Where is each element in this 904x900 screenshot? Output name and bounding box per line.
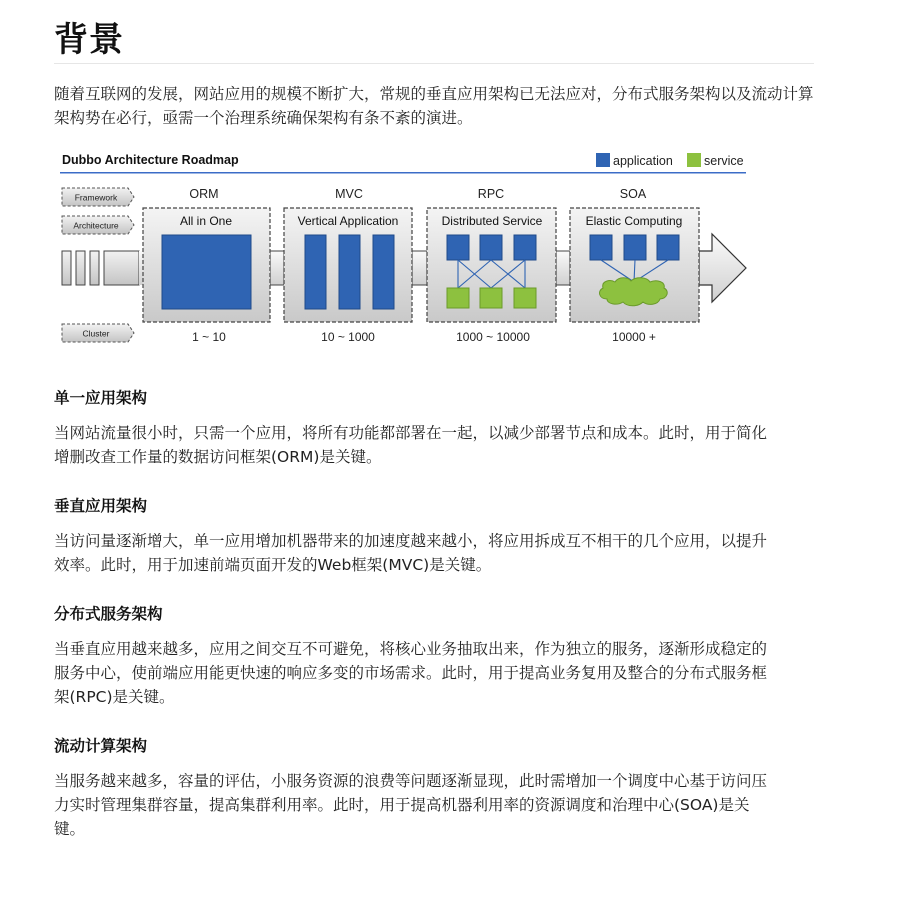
- page-title: 背景: [54, 20, 124, 60]
- body-line: 当访问量逐渐增大，单一应用增加机器带来的加速度越来越小，将应用拆成互不相干的几个应用，以提升: [54, 532, 768, 550]
- stage-mvc-cluster: 10 ~ 1000: [321, 330, 375, 344]
- stage-rpc-framework: RPC: [477, 187, 505, 201]
- svg-text:Architecture: Architecture: [73, 220, 119, 231]
- legend-swatch-application: [596, 153, 610, 167]
- stage-orm-framework: ORM: [189, 187, 219, 201]
- section-body-distributed: [54, 637, 814, 709]
- section-body-elastic: [54, 769, 814, 841]
- stage-mvc-framework: MVC: [335, 187, 363, 201]
- body-line: 架(RPC)是关键。: [54, 688, 175, 706]
- stage-orm-cluster: 1 ~ 10: [192, 330, 226, 344]
- stage-orm: [143, 187, 270, 344]
- application-block: [447, 235, 469, 260]
- section-heading-vertical: 垂直应用架构: [54, 497, 148, 515]
- side-tag-cluster: [62, 324, 134, 342]
- application-block: [373, 235, 394, 309]
- application-block: [305, 235, 326, 309]
- title-divider: [54, 63, 814, 64]
- body-line: 当垂直应用越来越多，应用之间交互不可避免，将核心业务抽取出来，作为独立的服务，逐渐形成稳定的: [54, 640, 768, 658]
- stage-soa: [570, 187, 699, 344]
- body-line: 当网站流量很小时，只需一个应用，将所有功能都部署在一起，以减少部署节点和成本。此时，用于简化: [54, 424, 768, 442]
- legend-label-service: service: [704, 154, 744, 168]
- intro-paragraph: [54, 82, 814, 130]
- service-cloud: [600, 278, 668, 306]
- application-block: [624, 235, 646, 260]
- body-line: 增删改查工作量的数据访问框架(ORM)是关键。: [54, 448, 382, 466]
- stage-mvc: [284, 187, 412, 344]
- stage-soa-architecture: Elastic Computing: [585, 214, 683, 228]
- diagram-title: Dubbo Architecture Roadmap: [62, 153, 239, 167]
- section-heading-elastic: 流动计算架构: [54, 737, 148, 755]
- svg-text:Framework: Framework: [74, 192, 118, 203]
- body-line: 力实时管理集群容量，提高集群利用率。此时，用于提高机器利用率的资源调度和治理中心(SOA)是关: [54, 796, 750, 814]
- stage-soa-framework: SOA: [619, 187, 647, 201]
- stage-orm-architecture: All in One: [179, 214, 233, 228]
- stage-rpc: [427, 187, 556, 344]
- body-line: 效率。此时，用于加速前端页面开发的Web框架(MVC)是关键。: [54, 556, 492, 574]
- service-block: [514, 288, 536, 308]
- intro-text: 随着互联网的发展，网站应用的规模不断扩大，常规的垂直应用架构已无法应对，分布式服务架构以及流动计算架构势在必行，亟需一个治理系统确保架构有条不紊的演进。: [54, 85, 814, 127]
- section-heading-distributed: 分布式服务架构: [54, 605, 163, 623]
- body-line: 当服务越来越多，容量的评估，小服务资源的浪费等问题逐渐显现，此时需增加一个调度中心基于访问压: [54, 772, 768, 790]
- architecture-roadmap-diagram: [54, 145, 754, 355]
- side-tag-architecture: [62, 216, 134, 234]
- body-line: 服务中心，使前端应用能更快速的响应多变的市场需求。此时，用于提高业务复用及整合的分布式服务框: [54, 664, 768, 682]
- application-block: [480, 235, 502, 260]
- stage-rpc-cluster: 1000 ~ 10000: [456, 330, 530, 344]
- application-block: [657, 235, 679, 260]
- application-block: [339, 235, 360, 309]
- section-heading-monolithic: 单一应用架构: [54, 389, 148, 407]
- svg-text:Cluster: Cluster: [82, 328, 110, 339]
- legend-label-application: application: [613, 154, 673, 168]
- application-block: [514, 235, 536, 260]
- stage-rpc-architecture: Distributed Service: [441, 214, 543, 228]
- section-body-vertical: [54, 529, 814, 577]
- application-block: [590, 235, 612, 260]
- service-block: [447, 288, 469, 308]
- diagram-title-rule: [60, 172, 746, 174]
- stage-soa-cluster: 10000 +: [612, 330, 656, 344]
- section-body-monolithic: [54, 421, 814, 469]
- body-line: 键。: [54, 820, 86, 838]
- service-block: [480, 288, 502, 308]
- evolution-arrow-head: [699, 234, 746, 302]
- stage-mvc-architecture: Vertical Application: [297, 214, 399, 228]
- application-block: [162, 235, 251, 309]
- side-tag-framework: [62, 188, 134, 206]
- legend-swatch-service: [687, 153, 701, 167]
